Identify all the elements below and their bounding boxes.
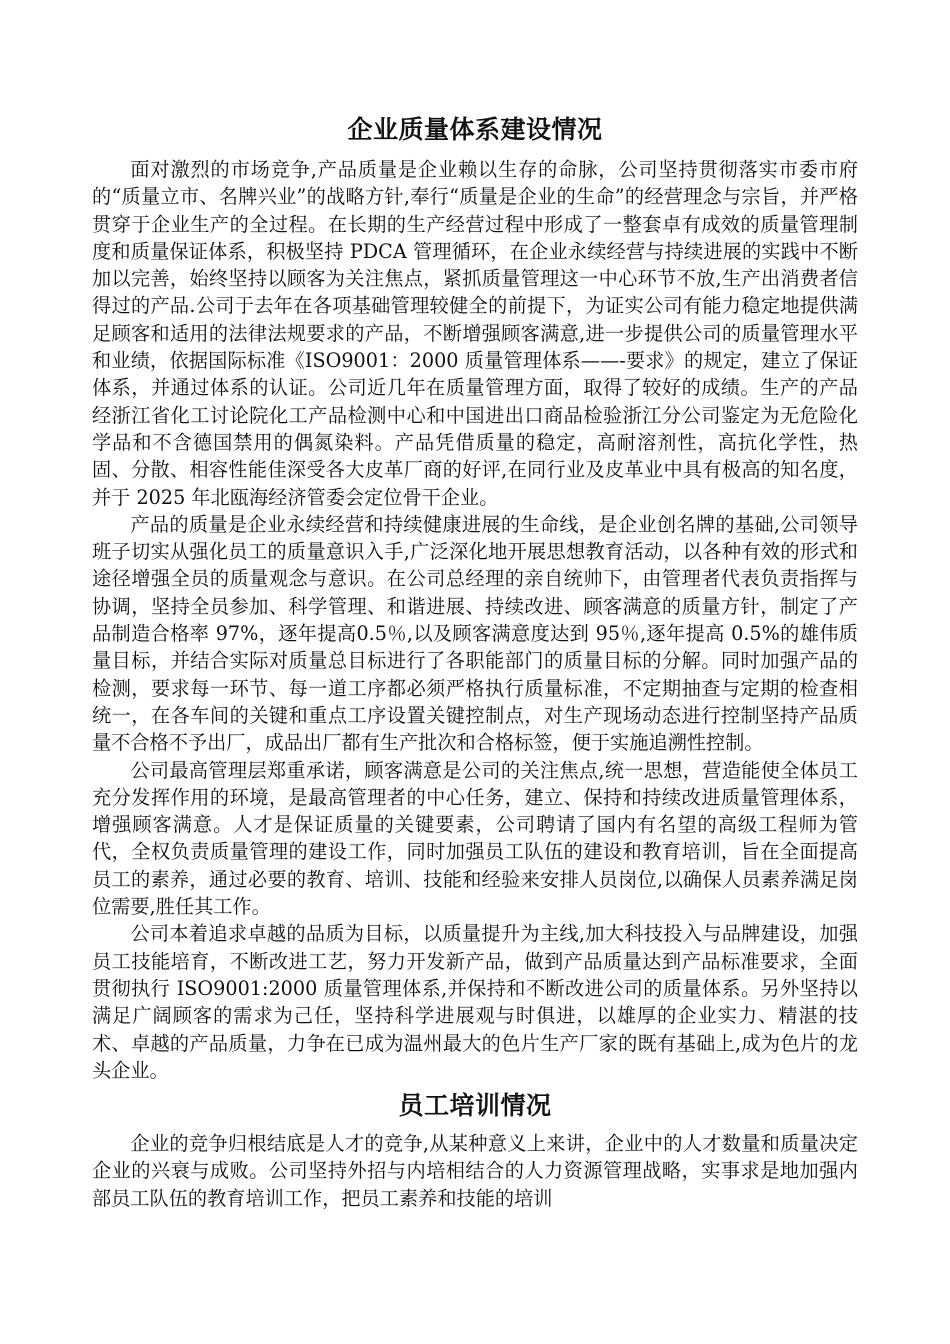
paragraph-quality-3: 公司最高管理层郑重承诺，顾客满意是公司的关注焦点,统一思想，营造能使全体员工充分发挥作用的环境，是最高管理者的中心任务，建立、保持和持续改进质量管理体系，增强顾客满意。人才是保证质量的关键要素，公司聘请了国内有名望的高级工程师为管代，全权负责质量管理的建设工作，同时加强员工队伍的建设和教育培训，旨在全面提高员工的素养，通过必要的教育、培训、技能和经验来安排人员岗位,以确保人员素养满足岗位需要,胜任其工作。: [92, 758, 858, 919]
section-title-quality-system: 企业质量体系建设情况: [347, 115, 603, 144]
paragraph-quality-2: 产品的质量是企业永续经营和持续健康进展的生命线，是企业创名牌的基础,公司领导班子切实从强化员工的质量意识入手,广泛深化地开展思想教育活动，以各种有效的形式和途径增强全员的质量观念与意识。在公司总经理的亲自统帅下，由管理者代表负责指挥与协调，坚持全员参加、科学管理、和谐进展、持续改进、顾客满意的质量方针，制定了产品制造合格率 97%，逐年提高0.5％,以及顾客满意度达到 95％,逐年提高 0.5%的雄伟质量目标，并结合实际对质量总目标进行了各职能部门的质量目标的分解。同时加强产品的检测，要求每一环节、每一道工序都必须严格执行质量标准，不定期抽查与定期的检查相统一，在各车间的关键和重点工序设置关键控制点，对生产现场动态进行控制坚持产品质量不合格不予出厂，成品出厂都有生产批次和合格标签，便于实施追溯性控制。: [92, 512, 858, 755]
section-title-staff-training: 员工培训情况: [398, 1091, 552, 1121]
paragraph-training-1: 企业的竞争归根结底是人才的竞争,从某种意义上来讲，企业中的人才数量和质量决定企业的兴衰与成败。公司坚持外招与内培相结合的人力资源管理战略，实事求是地加强内部员工队伍的教育培训工作，把员工素养和技能的培训: [92, 1132, 858, 1210]
paragraph-quality-4: 公司本着追求卓越的品质为目标，以质量提升为主线,加大科技投入与品牌建设，加强员工技能培育，不断改进工艺，努力开发新产品，做到产品质量达到产品标准要求，全面贯彻执行 ISO9001:2000 质量管理体系,并保持和不断改进公司的质量体系。另外坚持以满足广阔顾客的需求为己任，坚持科学进展观与时俱进，以雄厚的企业实力、精湛的技术、卓越的产品质量，力争在已成为温州最大的色片生产厂家的既有基础上,成为色片的龙头企业。: [92, 922, 858, 1082]
paragraph-quality-1: 面对激烈的市场竞争,产品质量是企业赖以生存的命脉，公司坚持贯彻落实市委市府的“质量立市、名牌兴业”的战略方针,奉行“质量是企业的生命”的经营理念与宗旨，并严格贯穿于企业生产的全过程。在长期的生产经营过程中形成了一整套卓有成效的质量管理制度和质量保证体系，积极坚持 PDCA 管理循环，在企业永续经营与持续进展的实践中不断加以完善，始终坚持以顾客为关注焦点，紧抓质量管理这一中心环节不放,生产出消费者信得过的产品.公司于去年在各项基础管理较健全的前提下，为证实公司有能力稳定地提供满足顾客和适用的法律法规要求的产品，不断增强顾客满意,进一步提供公司的质量管理水平和业绩，依据国际标准《ISO9001：2000 质量管理体系——-要求》的规定，建立了保证体系，并通过体系的认证。公司近几年在质量管理方面，取得了较好的成绩。生产的产品经浙江省化工讨论院化工产品检测中心和中国进出口商品检验浙江分公司鉴定为无危险化学品和不含德国禁用的偶氮染料。产品凭借质量的稳定，高耐溶剂性，高抗化学性，热固、分散、相容性能佳深受各大皮革厂商的好评,在同行业及皮革业中具有极高的知名度，并于 2025 年北瓯海经济管委会定位骨干企业。: [92, 158, 858, 509]
